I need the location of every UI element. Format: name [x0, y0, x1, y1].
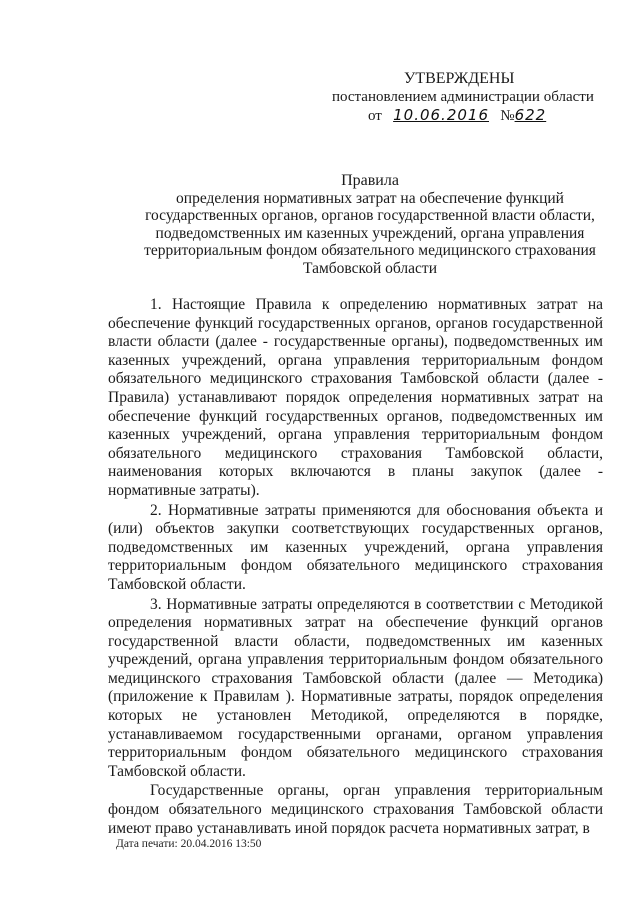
approval-from-label: от: [368, 108, 382, 124]
document-body: [108, 296, 603, 838]
approval-stamp: [332, 70, 612, 125]
document-title: [90, 172, 640, 277]
approval-number-label: №: [500, 108, 515, 124]
approval-date-handwritten: 10.06.2016: [393, 106, 489, 124]
paragraph-4: Государственные органы, орган управления территориальным фондом обязательного медицинского страхования Тамбовской области имеют право устанавливать иной порядок расчета нормативных затрат, в: [108, 782, 603, 837]
paragraph-2: 2. Нормативные затраты применяются для обоснования объекта и (или) объектов закупки соответствующих государственных органов, подведомственных им казенных учреждений, органа управления территориальным фондом обязательного медицинского страхования Тамбовской области.: [108, 501, 603, 593]
title-line: определения нормативных затрат на обеспечение функций: [176, 189, 564, 207]
print-date-footer: Дата печати: 20.04.2016 13:50: [116, 838, 262, 850]
approval-date-line: [368, 106, 612, 125]
title-line: Тамбовской области: [303, 259, 437, 277]
approval-number-handwritten: 622: [514, 106, 547, 124]
approval-resolution: постановлением администрации области: [332, 89, 594, 105]
paragraph-3: 3. Нормативные затраты определяются в соответствии с Методикой определения нормативных затрат на обеспечение функций органов государственной власти области, подведомственных им казенных учреждений, органа управления территориальным фондом обязательного медицинского страхования Тамбовской области (далее — Методика) (приложение к Правилам ). Нормативные затраты, порядок определения которых не установлен Методикой, определяются в порядке, устанавливаемом государственными органами, органом управления территориальным фондом обязательного медицинского страхования Тамбовской области.: [108, 595, 603, 780]
title-line: территориальным фондом обязательного медицинского страхования: [144, 242, 596, 259]
approval-title: УТВЕРЖДЕНЫ: [404, 70, 515, 87]
title-line: государственных органов, органов государственной власти области,: [145, 207, 595, 224]
paragraph-1: 1. Настоящие Правила к определению нормативных затрат на обеспечение функций государственных органов, органов государственной власти области (далее - государственные органы), подведомственных им казенных учреждений, органа управления территориальным фондом обязательного медицинского страхования Тамбовской области (далее - Правила) устанавливают порядок определения нормативных затрат на обеспечение функций государственных органов, подведомственных им казенных учреждений, органа управления территориальным фондом обязательного медицинского страхования Тамбовской области, наименования которых включаются в планы закупок (далее - нормативные затраты).: [108, 296, 603, 499]
title-line: подведомственных им казенных учреждений, органа управления: [155, 224, 585, 242]
title-heading: Правила: [341, 172, 399, 189]
